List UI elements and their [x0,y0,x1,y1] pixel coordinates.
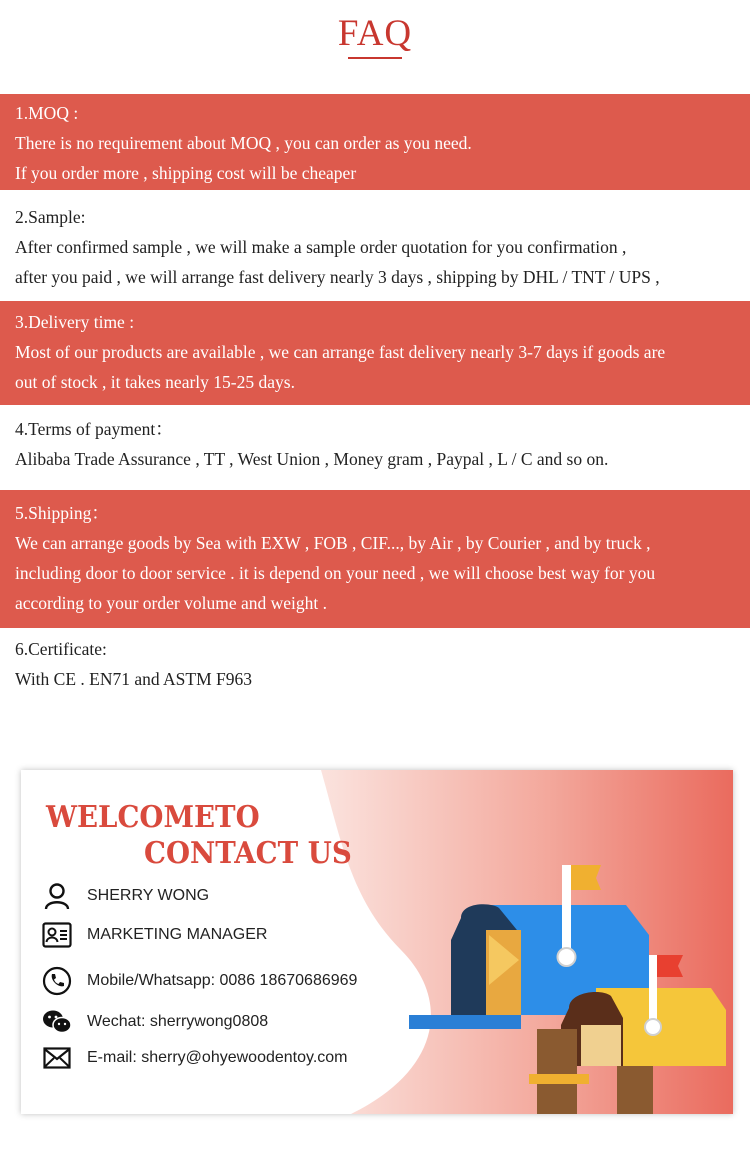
contact-email[interactable]: E-mail: sherry@ohyewoodentoy.com [87,1049,348,1066]
faq-question: 2.Sample: [15,207,86,227]
contact-phone-row [41,965,357,997]
faq-answer-line: Most of our products are available , we can arrange fast delivery nearly 3-7 days if goods are [15,342,666,362]
faq-title-underline [348,57,402,59]
faq-section-payment [0,414,750,484]
faq-answer-line: out of stock , it takes nearly 15-25 days. [15,372,295,392]
faq-answer-line: There is no requirement about MOQ , you can order as you need. [15,133,472,153]
welcome-heading-line2: CONTACT US [144,836,352,871]
faq-question: 1.MOQ : [15,103,79,123]
contact-title-row [41,919,267,951]
faq-section-sample [0,200,750,300]
faq-title: FAQ [337,13,413,54]
contact-wechat-row [41,1006,268,1038]
wechat-icon [41,1006,73,1038]
contact-mobile[interactable]: Mobile/Whatsapp: 0086 18670686969 [87,972,358,989]
contact-name: SHERRY WONG [87,887,210,904]
faq-answer-line: If you order more , shipping cost will be cheaper [15,163,357,183]
faq-section-moq [0,94,750,190]
contact-card [21,770,733,1114]
person-icon [41,880,73,912]
faq-answer-line: after you paid , we will arrange fast delivery nearly 3 days , shipping by DHL / TNT / UPS , [15,267,660,287]
faq-answer-line: With CE . EN71 and ASTM F963 [15,669,253,689]
contact-wechat[interactable]: Wechat: sherrywong0808 [87,1013,269,1030]
welcome-heading-line1: WELCOMETO [46,800,260,835]
faq-answer-line: Alibaba Trade Assurance , TT , West Union , Money gram , Paypal , L / C and so on. [15,449,609,469]
contact-email-row [41,1042,348,1074]
faq-question: 5.Shipping： [15,503,109,523]
id-card-icon [41,919,73,951]
faq-question: 3.Delivery time : [15,312,135,332]
contact-job-title: MARKETING MANAGER [87,926,268,943]
faq-answer-line: We can arrange goods by Sea with EXW , FOB , CIF..., by Air , by Courier , and by truck , [15,533,651,553]
faq-answer-line: After confirmed sample , we will make a sample order quotation for you confirmation , [15,237,627,257]
contact-name-row [41,880,209,912]
faq-section-certificate [0,634,750,704]
faq-question: 4.Terms of payment： [15,419,173,439]
faq-answer-line: including door to door service . it is depend on your need , we will choose best way for you [15,563,656,583]
faq-question: 6.Certificate: [15,639,107,659]
faq-section-delivery [0,301,750,405]
faq-section-shipping [0,490,750,628]
mail-icon [41,1042,73,1074]
phone-icon [41,965,73,997]
faq-answer-line: according to your order volume and weight . [15,593,327,613]
